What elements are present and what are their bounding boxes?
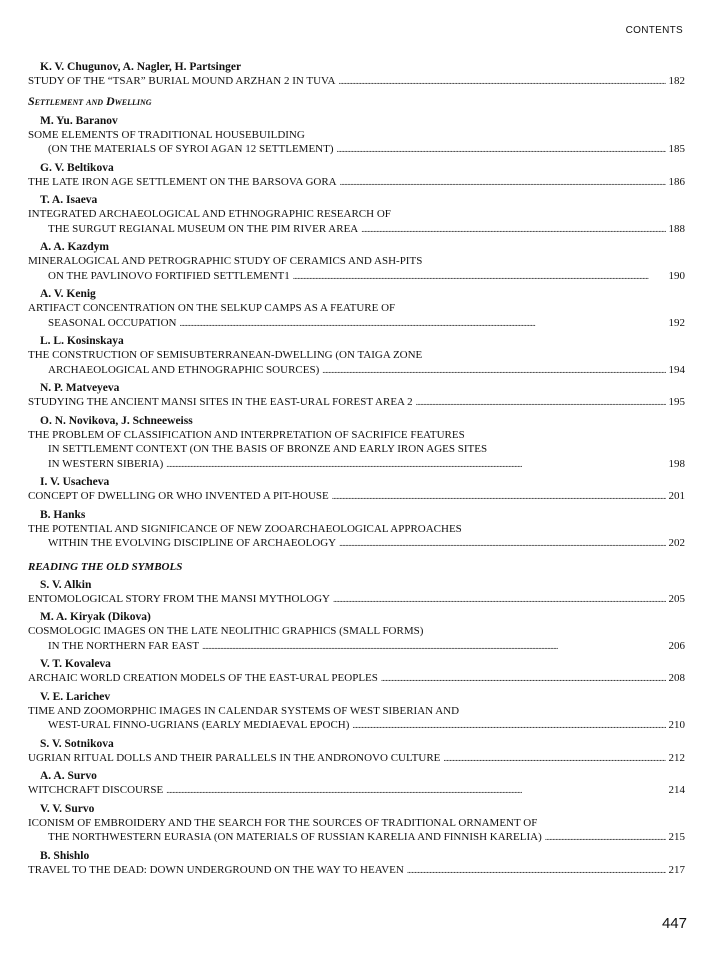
toc-entry	[28, 115, 685, 157]
toc-entry	[28, 738, 685, 766]
section-heading: READING THE OLD SYMBOLS	[28, 560, 183, 573]
entry-title-text: ARCHAIC WORLD CREATION MODELS OF THE EAST-URAL PEOPLES	[28, 672, 378, 684]
dot-leader	[339, 536, 665, 551]
entry-title-last-line	[28, 316, 685, 331]
entry-title-line: SOME ELEMENTS OF TRADITIONAL HOUSEBUILDING	[28, 128, 305, 141]
entry-title-line: THE POTENTIAL AND SIGNIFICANCE OF NEW ZOOARCHAEOLOGICAL APPROACHES	[28, 522, 462, 535]
entry-title-last-line	[28, 671, 685, 686]
entry-title-last-line	[28, 489, 685, 504]
entry-title-last-line	[28, 395, 685, 410]
toc-entry	[28, 770, 685, 798]
entry-title-last-line	[28, 142, 685, 157]
toc-entry	[28, 850, 685, 878]
entry-author: B. Shishlo	[40, 849, 90, 862]
toc-entry	[28, 61, 685, 89]
toc-entry	[28, 803, 685, 845]
toc-entry	[28, 241, 685, 283]
entry-title-last-line	[28, 222, 685, 237]
entry-title-text: THE SURGUT REGIANAL MUSEUM ON THE PIM RIVER AREA	[48, 222, 359, 235]
entry-title-last-line	[28, 536, 685, 551]
entry-author: L. L. Kosinskaya	[40, 335, 124, 347]
entry-page-number: 195	[668, 396, 685, 408]
entry-author: S. V. Sotnikova	[40, 737, 114, 750]
entry-title-text: ARCHAEOLOGICAL AND ETHNOGRAPHIC SOURCES)	[48, 363, 320, 376]
toc-entry	[28, 382, 685, 410]
toc-entry	[28, 476, 685, 504]
entry-author: A. V. Kenig	[40, 288, 96, 300]
entry-page-number: 210	[668, 719, 685, 731]
dot-leader	[179, 316, 665, 331]
toc-entry	[28, 509, 685, 551]
entry-page-number: 212	[668, 751, 685, 764]
entry-title-line: ARTIFACT CONCENTRATION ON THE SELKUP CAMPS AS A FEATURE OF	[28, 302, 396, 314]
entry-title-text: THE NORTHWESTERN EURASIA (ON MATERIALS OF RUSSIAN KARELIA AND FINNISH KARELIA)	[48, 831, 542, 843]
running-header: CONTENTS	[625, 25, 683, 36]
entry-page-number: 217	[668, 863, 685, 876]
entry-title-text: SEASONAL OCCUPATION	[48, 316, 177, 329]
entry-page-number: 185	[668, 143, 685, 155]
toc-entry	[28, 162, 685, 190]
toc-entry	[28, 335, 685, 377]
entry-title-last-line	[28, 863, 685, 878]
toc-entry	[28, 658, 685, 686]
entry-title-last-line	[28, 175, 685, 190]
entry-title-text: STUDY OF THE “TSAR” BURIAL MOUND ARZHAN 2 IN TUVA	[28, 75, 336, 87]
dot-leader	[293, 269, 666, 284]
entry-title-line: INTEGRATED ARCHAEOLOGICAL AND ETHNOGRAPHIC RESEARCH OF	[28, 208, 391, 220]
entry-title-last-line	[28, 74, 685, 89]
entry-title-text: CONCEPT OF DWELLING OR WHO INVENTED A PIT-HOUSE	[28, 490, 329, 502]
table-of-contents	[28, 61, 685, 882]
entry-title-last-line	[28, 592, 685, 607]
dot-leader	[202, 639, 665, 654]
dot-leader	[332, 489, 666, 504]
dot-leader	[166, 457, 665, 472]
entry-title-text: (ON THE MATERIALS OF SYROI AGAN 12 SETTLEMENT)	[48, 143, 334, 155]
entry-page-number: 192	[668, 316, 685, 329]
entry-page-number: 194	[668, 363, 685, 376]
dot-leader	[166, 783, 665, 798]
entry-page-number: 188	[668, 222, 685, 235]
entry-author: N. P. Matveyeva	[40, 382, 120, 394]
dot-leader	[545, 830, 666, 845]
entry-page-number: 214	[668, 784, 685, 796]
entry-title-last-line	[28, 783, 685, 798]
entry-author: I. V. Usacheva	[40, 476, 110, 488]
dot-leader	[322, 363, 665, 378]
entry-title-last-line	[28, 830, 685, 845]
entry-title-line: THE PROBLEM OF CLASSIFICATION AND INTERPRETATION OF SACRIFICE FEATURES	[28, 428, 465, 441]
dot-leader	[352, 718, 665, 733]
entry-page-number: 190	[668, 269, 685, 282]
entry-author: A. A. Kazdym	[40, 241, 109, 253]
entry-title-line: COSMOLOGIC IMAGES ON THE LATE NEOLITHIC GRAPHICS (SMALL FORMS)	[28, 625, 424, 637]
entry-title-last-line	[28, 363, 685, 378]
dot-leader	[339, 74, 666, 89]
entry-title-line: IN SETTLEMENT CONTEXT (ON THE BASIS OF BRONZE AND EARLY IRON AGES SITES	[48, 443, 488, 455]
entry-author: G. V. Beltikova	[40, 161, 114, 174]
toc-entry	[28, 415, 685, 472]
entry-page-number: 206	[668, 639, 685, 652]
dot-leader	[443, 751, 665, 766]
entry-title-line: THE CONSTRUCTION OF SEMISUBTERRANEAN-DWELLING (ON TAIGA ZONE	[28, 349, 423, 361]
entry-page-number: 201	[668, 490, 685, 502]
entry-title-text: THE LATE IRON AGE SETTLEMENT ON THE BARSOVA GORA	[28, 175, 337, 188]
entry-page-number: 198	[668, 457, 685, 470]
entry-page-number: 202	[668, 537, 685, 549]
entry-page-number: 208	[668, 672, 685, 684]
entry-title-last-line	[28, 718, 685, 733]
entry-author: K. V. Chugunov, A. Nagler, H. Partsinger	[40, 61, 242, 73]
entry-page-number: 205	[668, 592, 685, 605]
toc-entry	[28, 611, 685, 653]
entry-title-text: IN WESTERN SIBERIA)	[48, 457, 164, 470]
entry-title-line: TIME AND ZOOMORPHIC IMAGES IN CALENDAR SYSTEMS OF WEST SIBERIAN AND	[28, 704, 460, 717]
entry-title-text: WITHIN THE EVOLVING DISCIPLINE OF ARCHAEOLOGY	[48, 537, 337, 549]
entry-author: O. N. Novikova, J. Schneeweiss	[40, 414, 193, 427]
entry-author: A. A. Survo	[40, 770, 97, 782]
entry-title-last-line	[28, 639, 685, 654]
toc-entry	[28, 194, 685, 236]
entry-title-last-line	[28, 269, 685, 284]
entry-title-last-line	[28, 457, 685, 472]
entry-title-text: ON THE PAVLINOVO FORTIFIED SETTLEMENT1	[48, 269, 290, 282]
entry-author: V. E. Larichev	[40, 690, 111, 703]
entry-page-number: 186	[668, 175, 685, 188]
entry-title-text: WITCHCRAFT DISCOURSE	[28, 784, 164, 796]
entry-title-text: WEST-URAL FINNO-UGRIANS (EARLY MEDIAEVAL EPOCH)	[48, 719, 350, 731]
entry-author: B. Hanks	[40, 508, 86, 521]
entry-title-line: MINERALOGICAL AND PETROGRAPHIC STUDY OF CERAMICS AND ASH-PITS	[28, 255, 423, 267]
entry-title-line: ICONISM OF EMBROIDERY AND THE SEARCH FOR THE SOURCES OF TRADITIONAL ORNAMENT OF	[28, 816, 538, 829]
toc-entry	[28, 691, 685, 733]
entry-author: T. A. Isaeva	[40, 194, 98, 206]
entry-author: M. A. Kiryak (Dikova)	[40, 611, 151, 623]
dot-leader	[333, 592, 665, 607]
entry-title-text: ENTOMOLOGICAL STORY FROM THE MANSI MYTHOLOGY	[28, 592, 331, 605]
dot-leader	[336, 142, 665, 157]
entry-author: V. T. Kovaleva	[40, 658, 111, 670]
toc-entry	[28, 579, 685, 607]
entry-title-last-line	[28, 751, 685, 766]
entry-author: V. V. Survo	[40, 802, 95, 815]
entry-page-number: 182	[668, 75, 685, 87]
entry-author: S. V. Alkin	[40, 578, 92, 591]
dot-leader	[407, 863, 666, 878]
entry-title-text: UGRIAN RITUAL DOLLS AND THEIR PARALLELS IN THE ANDRONOVO CULTURE	[28, 751, 441, 764]
page-number: 447	[661, 915, 687, 932]
entry-title-text: TRAVEL TO THE DEAD: DOWN UNDERGROUND ON THE WAY TO HEAVEN	[28, 863, 404, 876]
entry-title-text: STUDYING THE ANCIENT MANSI SITES IN THE EAST-URAL FOREST AREA 2	[28, 396, 413, 408]
entry-page-number: 215	[668, 831, 685, 843]
entry-author: M. Yu. Baranov	[40, 114, 118, 127]
dot-leader	[381, 671, 666, 686]
section-heading: Settlement and Dwelling	[28, 93, 152, 108]
dot-leader	[340, 175, 666, 190]
dot-leader	[361, 222, 665, 237]
entry-title-text: IN THE NORTHERN FAR EAST	[48, 639, 200, 652]
dot-leader	[416, 395, 666, 410]
toc-entry	[28, 288, 685, 330]
